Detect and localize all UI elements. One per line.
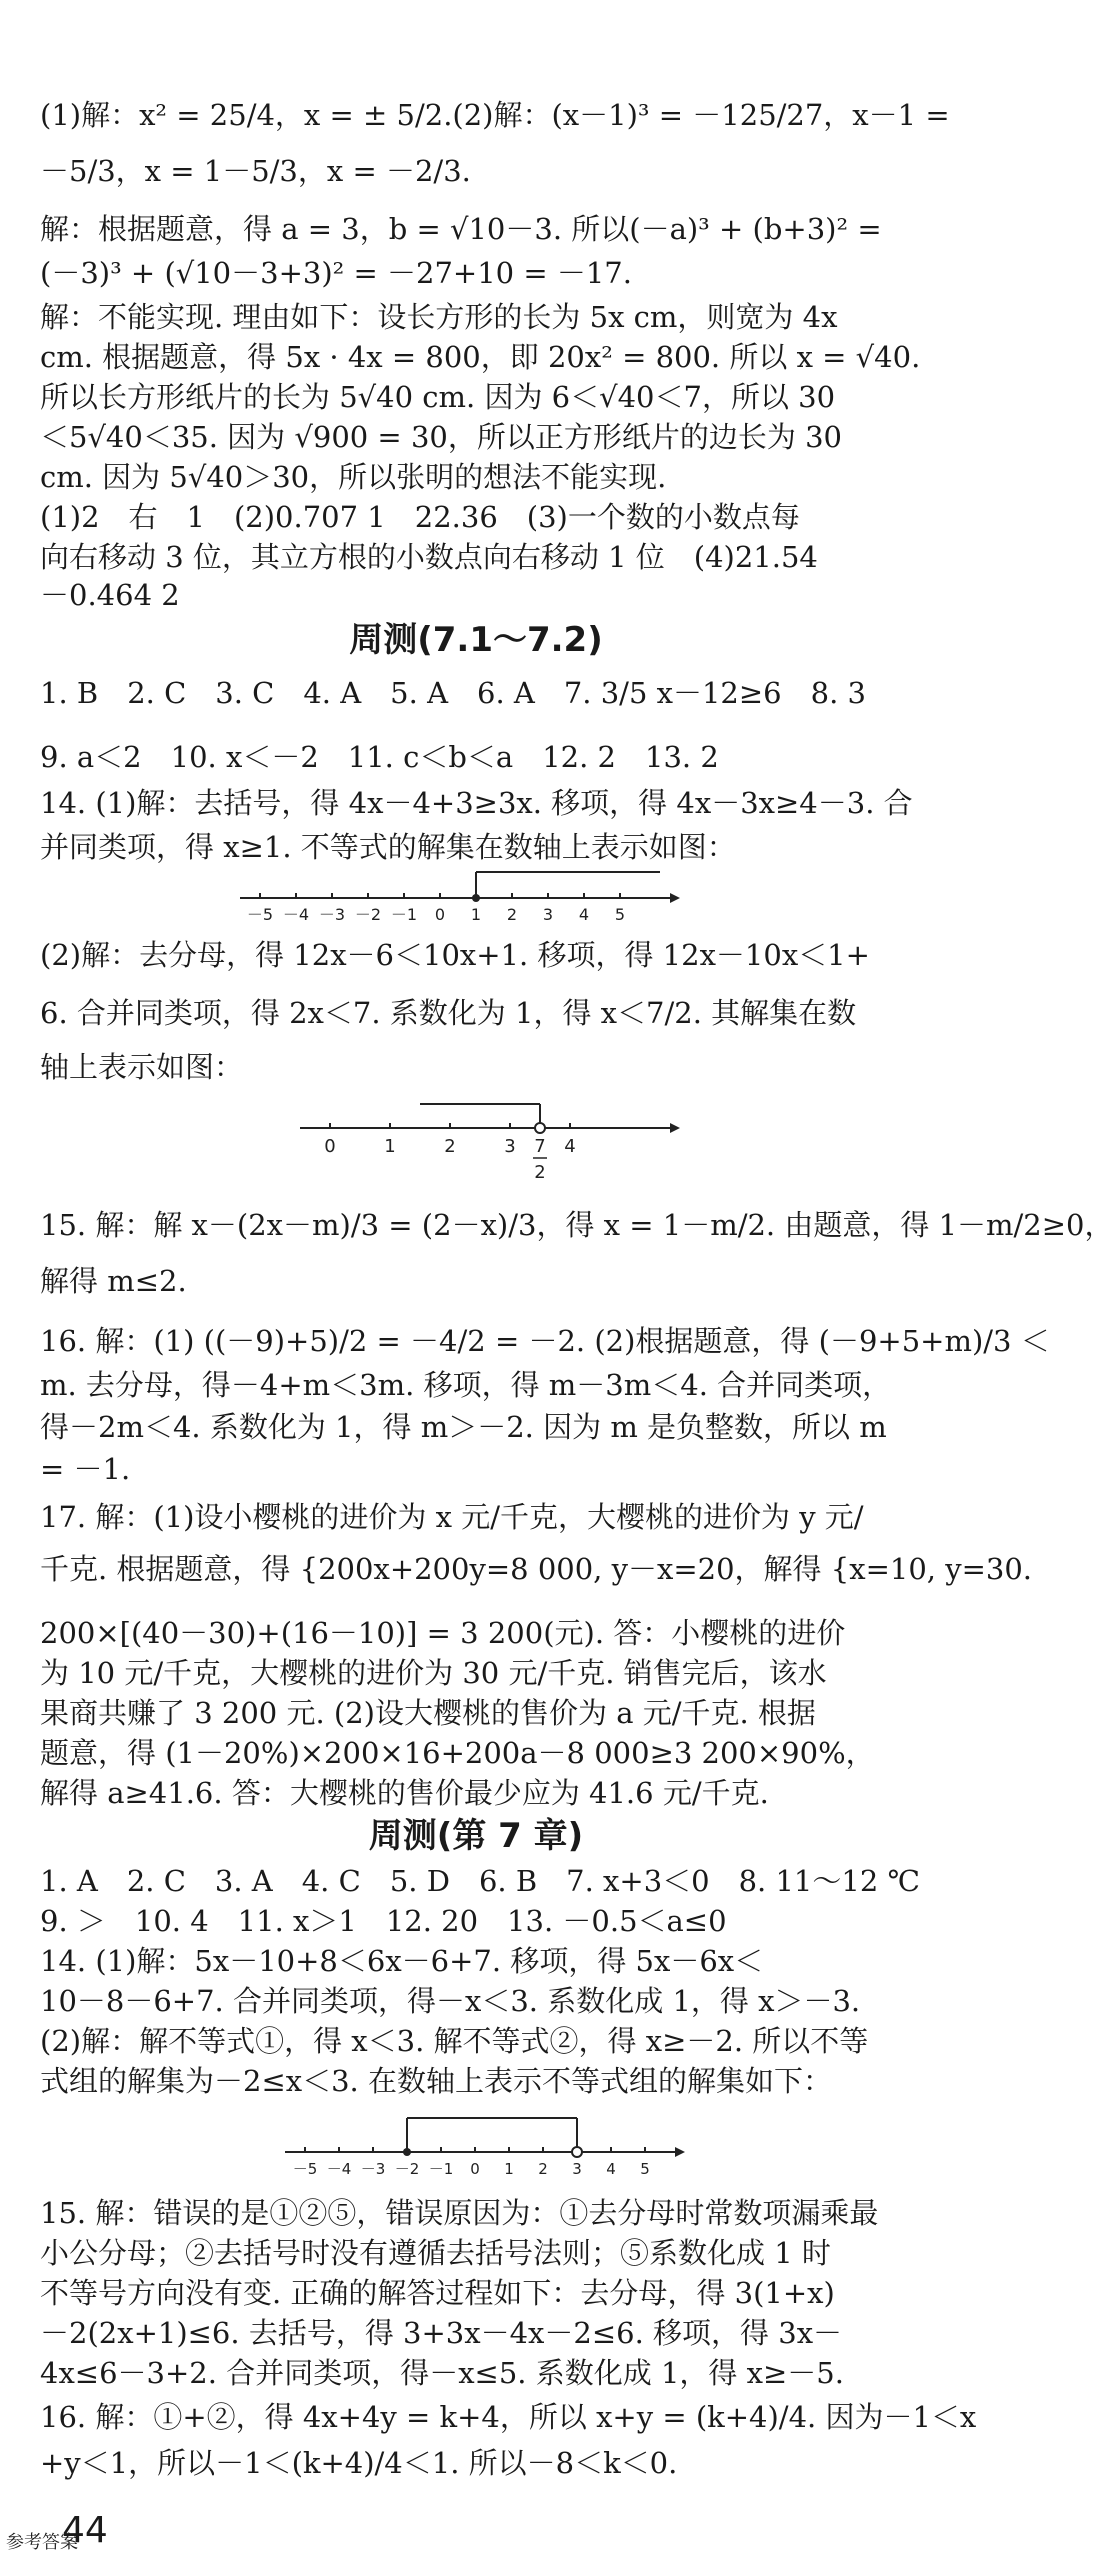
solid-dot — [403, 2148, 411, 2156]
text-line: (2)解：去分母，得 12x－6＜10x+1. 移项，得 12x－10x＜1+ — [40, 938, 870, 972]
text-line: 轴上表示如图： — [40, 1050, 244, 1084]
tick-label: 1 — [384, 1136, 396, 1157]
text-line: －5/3，x = 1－5/3，x = －2/3. — [40, 154, 471, 188]
tick-label: 2 — [538, 2160, 548, 2178]
text-line: ＜5√40＜35. 因为 √900 = 30，所以正方形纸片的边长为 30 — [40, 420, 842, 454]
text-line: 1. B 2. C 3. C 4. A 5. A 6. A 7. 3/5 x－12≥6 8. 3 — [40, 676, 866, 710]
text-line: +y＜1，所以－1＜(k+4)/4＜1. 所以－8＜k＜0. — [40, 2446, 678, 2480]
text-line: 解得 m≤2. — [40, 1264, 187, 1298]
text-line: －0.464 2 — [40, 578, 180, 612]
number-line-1 — [240, 868, 680, 930]
tick-label: 3 — [572, 2160, 582, 2178]
tick-label: 1 — [470, 905, 482, 924]
tick-label: －2 — [354, 905, 382, 924]
text-line: 9. ＞ 10. 4 11. x＞1 12. 20 13. －0.5＜a≤0 — [40, 1904, 727, 1938]
tick-label: 3 — [542, 905, 554, 924]
text-line: 10－8－6+7. 合并同类项，得－x＜3. 系数化成 1，得 x＞－3. — [40, 1984, 861, 2018]
solid-dot — [472, 894, 480, 902]
tick-label: 3 — [504, 1136, 516, 1157]
text-line: 4x≤6－3+2. 合并同类项，得－x≤5. 系数化成 1，得 x≥－5. — [40, 2356, 844, 2390]
text-line: cm. 根据题意，得 5x · 4x = 800，即 20x² = 800. 所以 x = √40. — [40, 340, 921, 374]
text-line: 小公分母；②去括号时没有遵循去括号法则；⑤系数化成 1 时 — [40, 2236, 831, 2270]
tick-label: 1 — [504, 2160, 514, 2178]
text-line: 17. 解：(1)设小樱桃的进价为 x 元/千克，大樱桃的进价为 y 元/ — [40, 1500, 864, 1534]
tick-label: 4 — [606, 2160, 616, 2178]
text-line: 15. 解：解 x－(2x－m)/3 = (2－x)/3，得 x = 1－m/2. 由题意，得 1－m/2≥0， — [40, 1208, 1114, 1242]
tick-label: －5 — [246, 905, 274, 924]
tick-label: 0 — [324, 1136, 336, 1157]
tick-label: 0 — [470, 2160, 480, 2178]
text-line: 16. 解：①+②，得 4x+4y = k+4，所以 x+y = (k+4)/4. 因为－1＜x — [40, 2400, 977, 2434]
text-line: 式组的解集为－2≤x＜3. 在数轴上表示不等式组的解集如下： — [40, 2064, 832, 2098]
text-line: cm. 因为 5√40＞30，所以张明的想法不能实现. — [40, 460, 667, 494]
tick-label: －2 — [394, 2160, 420, 2178]
text-line: = －1. — [40, 1452, 131, 1486]
tick-label: －3 — [360, 2160, 386, 2178]
text-line: 15. 解：错误的是①②⑤，错误原因为：①去分母时常数项漏乘最 — [40, 2196, 879, 2230]
text-line: 9. a＜2 10. x＜－2 11. c＜b＜a 12. 2 13. 2 — [40, 740, 719, 774]
open-dot — [572, 2147, 582, 2157]
tick-label: －1 — [390, 905, 418, 924]
text-line: 14. (1)解：5x－10+8＜6x－6+7. 移项，得 5x－6x＜ — [40, 1944, 764, 1978]
page-number: 44 — [62, 2510, 108, 2551]
text-line: 14. (1)解：去括号，得 4x－4+3≥3x. 移项，得 4x－3x≥4－3. 合 — [40, 786, 913, 820]
number-line-2 — [300, 1098, 680, 1190]
text-line: 向右移动 3 位，其立方根的小数点向右移动 1 位 (4)21.54 — [40, 540, 818, 574]
tick-label: 4 — [578, 905, 590, 924]
section-header: 周测(7.1～7.2) — [349, 620, 603, 660]
tick-label-denominator: 2 — [534, 1162, 546, 1183]
open-dot — [535, 1123, 545, 1133]
tick-label: 2 — [444, 1136, 456, 1157]
section-header: 周测(第 7 章) — [368, 1816, 584, 1856]
tick-label: 2 — [506, 905, 518, 924]
text-line: 得－2m＜4. 系数化为 1，得 m＞－2. 因为 m 是负整数，所以 m — [40, 1410, 887, 1444]
footer-label: 参考答案 — [6, 2532, 78, 2553]
tick-label: 5 — [614, 905, 626, 924]
text-line: 并同类项，得 x≥1. 不等式的解集在数轴上表示如图： — [40, 830, 736, 864]
tick-label: 5 — [640, 2160, 650, 2178]
text-line: 解：不能实现. 理由如下：设长方形的长为 5x cm，则宽为 4x — [40, 300, 838, 334]
text-line: 果商共赚了 3 200 元. (2)设大樱桃的售价为 a 元/千克. 根据 — [40, 1696, 816, 1730]
text-line: 解得 a≥41.6. 答：大樱桃的售价最少应为 41.6 元/千克. — [40, 1776, 769, 1810]
text-line: (1)解：x² = 25/4，x = ± 5/2.(2)解：(x－1)³ = －125/27，x－1 = — [40, 98, 950, 132]
text-line: m. 去分母，得－4+m＜3m. 移项，得 m－3m＜4. 合并同类项， — [40, 1368, 892, 1402]
text-line: 题意，得 (1－20%)×200×16+200a－8 000≥3 200×90%， — [40, 1736, 875, 1770]
text-line: －2(2x+1)≤6. 去括号，得 3+3x－4x－2≤6. 移项，得 3x－ — [40, 2316, 843, 2350]
text-line: (2)解：解不等式①，得 x＜3. 解不等式②，得 x≥－2. 所以不等 — [40, 2024, 869, 2058]
text-line: 所以长方形纸片的长为 5√40 cm. 因为 6＜√40＜7，所以 30 — [40, 380, 836, 414]
text-line: 解：根据题意，得 a = 3，b = √10－3. 所以(－a)³ + (b+3)² = — [40, 212, 882, 246]
text-line: 16. 解：(1) ((－9)+5)/2 = －4/2 = －2. (2)根据题意，得 (－9+5+m)/3 ＜ — [40, 1324, 1050, 1358]
text-line: (1)2 右 1 (2)0.707 1 22.36 (3)一个数的小数点每 — [40, 500, 800, 534]
text-line: 千克. 根据题意，得 {200x+200y=8 000, y－x=20，解得 {x=10, y=30. — [40, 1552, 1033, 1586]
number-line-3 — [285, 2108, 685, 2188]
tick-label: －1 — [428, 2160, 454, 2178]
text-line: 不等号方向没有变. 正确的解答过程如下：去分母，得 3(1+x) — [40, 2276, 835, 2310]
tick-label: 0 — [434, 905, 446, 924]
tick-label: －4 — [326, 2160, 352, 2178]
text-line: (－3)³ + (√10－3+3)² = －27+10 = －17. — [40, 256, 632, 290]
text-line: 200×[(40－30)+(16－10)] = 3 200(元). 答：小樱桃的进价 — [40, 1616, 846, 1650]
tick-label: －5 — [292, 2160, 318, 2178]
text-line: 1. A 2. C 3. A 4. C 5. D 6. B 7. x+3＜0 8. 11～12 ℃ — [40, 1864, 920, 1898]
tick-label: －4 — [282, 905, 310, 924]
tick-label: 4 — [564, 1136, 576, 1157]
text-line: 6. 合并同类项，得 2x＜7. 系数化为 1，得 x＜7/2. 其解集在数 — [40, 996, 857, 1030]
tick-label: 7 — [534, 1136, 546, 1157]
text-line: 为 10 元/千克，大樱桃的进价为 30 元/千克. 销售完后，该水 — [40, 1656, 827, 1690]
tick-label: －3 — [318, 905, 346, 924]
